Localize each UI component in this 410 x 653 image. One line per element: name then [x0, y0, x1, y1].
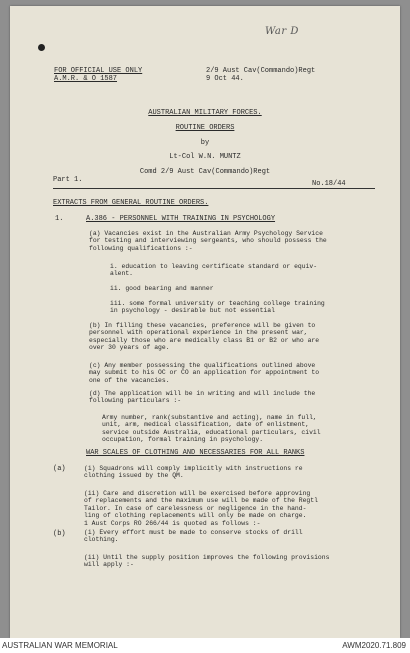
section-heading: EXTRACTS FROM GENERAL ROUTINE ORDERS.: [53, 199, 209, 207]
command-line: Comd 2/9 Aust Cav(Commando)Regt: [139, 168, 271, 176]
qualification-2: ii. good bearing and manner: [110, 285, 214, 292]
marker-a: (a): [53, 465, 66, 473]
item-number: 1.: [55, 215, 64, 223]
unit-name: 2/9 Aust Cav(Commando)Regt: [206, 67, 316, 75]
commanding-officer: Lt-Col W.N. MUNTZ: [169, 153, 241, 161]
official-use-label: FOR OFFICIAL USE ONLY: [54, 67, 143, 75]
footer-accession: AWM2020.71.809: [342, 641, 406, 650]
document-page: [10, 6, 400, 638]
item2-a-i: (i) Squadrons will comply implicitly with instructions re clothing issued by the QM.: [84, 465, 303, 480]
qualification-1: i. education to leaving certificate standard or equiv- alent.: [110, 263, 318, 278]
item2-a-ii: (ii) Care and discretion will be exercised before approving of replacements and the maximum use will be made of the Regtl Tailor. In case of carelessness or negligence in the hand- ling of clothing replacements will only be made on charge. 1 Aust Corps RO 266/44 is quoted as follows :-: [84, 490, 318, 527]
item2-b-i: (i) Every effort must be made to conserve stocks of drill clothing.: [84, 529, 303, 544]
document-title: ROUTINE ORDERS: [175, 124, 235, 132]
part-label: Part 1.: [53, 176, 83, 184]
order-number: No.18/44: [312, 180, 346, 188]
paragraph-b: (b) In filling these vacancies, preference will be given to personnel with operational experience in the present war, especially those who are medically class B1 or B2 or who are over 30 years of age.: [89, 322, 320, 352]
footer-source: AUSTRALIAN WAR MEMORIAL: [2, 641, 118, 650]
order-date: 9 Oct 44.: [206, 75, 244, 83]
punch-hole: [38, 44, 45, 51]
paragraph-c: (c) Any member possessing the qualifications outlined above may submit to his OC or CO an application for appointment to one of the vacancies.: [89, 362, 320, 384]
qualification-3: iii. some formal university or teaching college training in psychology - desirable but not essential: [110, 300, 325, 315]
reference-code: A.M.R. & O 1587: [54, 75, 118, 83]
paragraph-d: (d) The application will be in writing and will include the following particulars :-: [89, 390, 316, 405]
footer-bar: [0, 638, 410, 653]
particulars-list: Army number, rank(substantive and acting), name in full, unit, arm, medical classification, date of enlistment, service outside Australia, educational particulars, civil occupation, formal training in psychology.: [102, 414, 321, 444]
organisation-title: AUSTRALIAN MILITARY FORCES.: [148, 109, 262, 117]
item2-b-ii: (ii) Until the supply position improves the following provisions will apply :-: [84, 554, 330, 569]
item-heading: A.386 - PERSONNEL WITH TRAINING IN PSYCHOLOGY: [86, 215, 276, 223]
item2-heading: WAR SCALES OF CLOTHING AND NECESSARIES FOR ALL RANKS: [86, 449, 305, 457]
header-rule: [53, 188, 375, 189]
marker-b: (b): [53, 530, 66, 538]
handwritten-note: War D: [265, 26, 299, 37]
by-line: by: [200, 139, 210, 147]
paragraph-a: (a) Vacancies exist in the Australian Army Psychology Service for testing and interviewing sergeants, who should possess the following qualifications :-: [89, 230, 327, 252]
